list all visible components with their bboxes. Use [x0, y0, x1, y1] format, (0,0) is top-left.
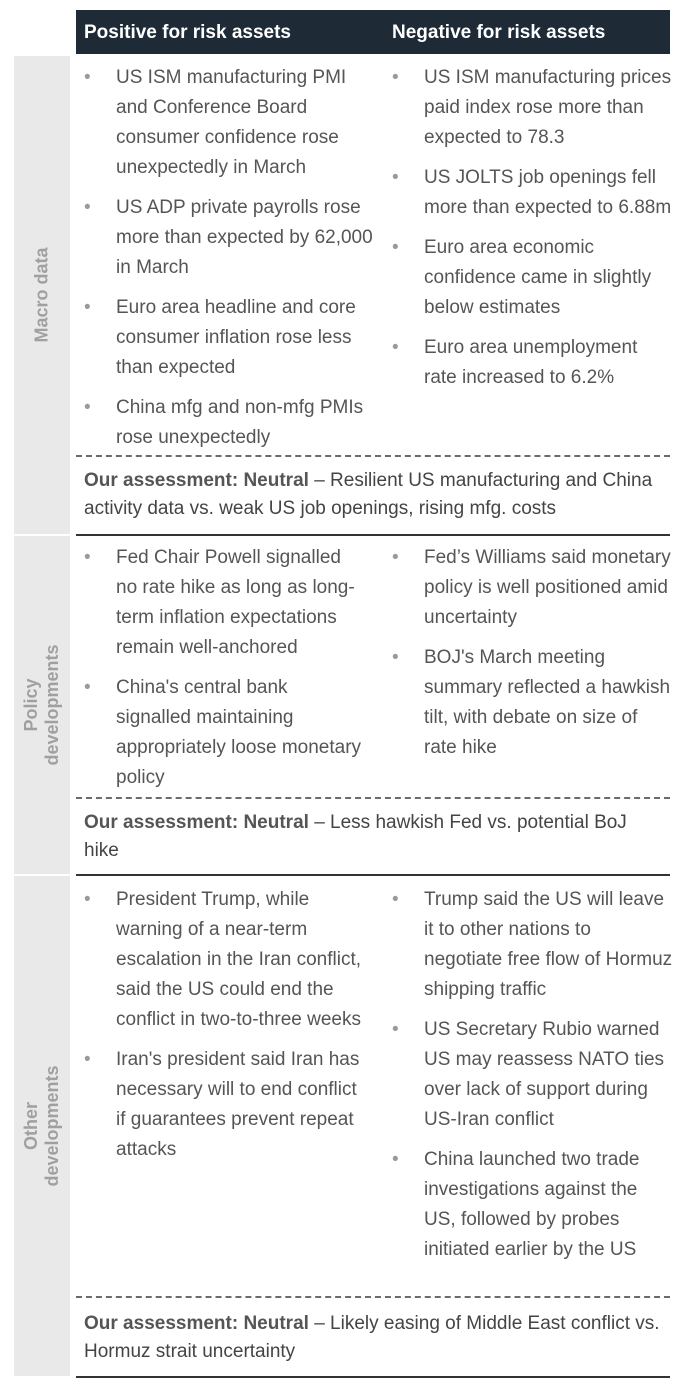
list-item: • Euro area unemployment rate increased to 6.2% [384, 333, 674, 393]
other-label-cell [14, 876, 70, 1376]
list-item: • Iran's president said Iran has necessary will to end conflict if guarantees prevent repeat attacks [76, 1045, 366, 1165]
bullet-icon: • [84, 547, 91, 568]
bullet-icon: • [392, 647, 399, 668]
section-border [76, 874, 670, 876]
bullet-icon: • [392, 337, 399, 358]
bullet-icon: • [392, 67, 399, 88]
bullet-icon: • [84, 889, 91, 910]
macro-data-label-cell [14, 56, 70, 534]
list-item: • Trump said the US will leave it to other nations to negotiate free flow of Hormuz shipping traffic [384, 885, 674, 1005]
section-border [76, 534, 670, 536]
bullet-icon: • [84, 197, 91, 218]
list-item: • China mfg and non-mfg PMIs rose unexpectedly [76, 393, 374, 453]
assessment-label: Our assessment: Neutral [84, 1313, 309, 1334]
bullet-icon: • [392, 167, 399, 188]
list-item: • US Secretary Rubio warned US may reassess NATO ties over lack of support during US-Iran conflict [384, 1015, 674, 1135]
macro-data-label: Macro data [31, 247, 52, 343]
bullet-icon: • [84, 1049, 91, 1070]
section-divider [76, 455, 670, 457]
policy-positive-list [76, 543, 366, 803]
assessment-label: Our assessment: Neutral [84, 812, 309, 833]
macro-assessment [84, 467, 664, 523]
list-item: • President Trump, while warning of a near-term escalation in the Iran conflict, said the US could end the conflict in two-to-three weeks [76, 885, 366, 1035]
policy-negative-list [384, 543, 674, 773]
other-assessment [84, 1310, 664, 1366]
other-positive-list [76, 885, 366, 1175]
bullet-icon: • [84, 67, 91, 88]
list-item: • Euro area headline and core consumer inflation rose less than expected [76, 293, 374, 383]
negative-column-header: Negative for risk assets [392, 22, 606, 43]
assessment-label: Our assessment: Neutral [84, 470, 309, 491]
list-item: • Euro area economic confidence came in slightly below estimates [384, 233, 674, 323]
policy-label-cell [14, 536, 70, 874]
list-item: • US ISM manufacturing PMI and Conference Board consumer confidence rose unexpectedly in March [76, 63, 374, 183]
list-item: • Fed’s Williams said monetary policy is well positioned amid uncertainty [384, 543, 674, 633]
list-item: • Fed Chair Powell signalled no rate hike as long as long-term inflation expectations remain well-anchored [76, 543, 366, 663]
bullet-icon: • [392, 889, 399, 910]
bullet-icon: • [84, 397, 91, 418]
list-item: • China's central bank signalled maintaining appropriately loose monetary policy [76, 673, 366, 793]
list-item: • US JOLTS job openings fell more than expected to 6.88m [384, 163, 674, 223]
list-item: • US ISM manufacturing prices paid index rose more than expected to 78.3 [384, 63, 674, 153]
policy-assessment [84, 809, 664, 865]
assessment-text: – Resilient US manufacturing and China activity data vs. weak US job openings, rising mfg. costs [84, 470, 653, 519]
list-item: • BOJ's March meeting summary reflected a hawkish tilt, with debate on size of rate hike [384, 643, 674, 763]
bullet-icon: • [84, 677, 91, 698]
other-negative-list [384, 885, 674, 1275]
section-divider [76, 797, 670, 799]
assessment-text: – Likely easing of Middle East conflict vs. Hormuz strait uncertainty [84, 1313, 660, 1362]
assessment-text: – Less hawkish Fed vs. potential BoJ hike [84, 812, 627, 861]
bullet-icon: • [84, 297, 91, 318]
policy-label-line-2: developments [42, 644, 62, 766]
table-bottom-border [76, 1376, 670, 1378]
list-item: • US ADP private payrolls rose more than expected by 62,000 in March [76, 193, 374, 283]
bullet-icon: • [392, 1019, 399, 1040]
bullet-icon: • [392, 1149, 399, 1170]
bullet-icon: • [392, 547, 399, 568]
list-item: • China launched two trade investigations against the US, followed by probes initiated earlier by the US [384, 1145, 674, 1265]
macro-positive-list [76, 63, 374, 463]
section-divider [76, 1296, 670, 1298]
positive-column-header: Positive for risk assets [84, 22, 291, 43]
table-header [76, 10, 670, 54]
policy-label-line-1: Policy [21, 678, 41, 732]
bullet-icon: • [392, 237, 399, 258]
other-label-line-1: Other [21, 1101, 41, 1151]
other-label-line-2: developments [42, 1065, 62, 1187]
macro-negative-list [384, 63, 674, 403]
